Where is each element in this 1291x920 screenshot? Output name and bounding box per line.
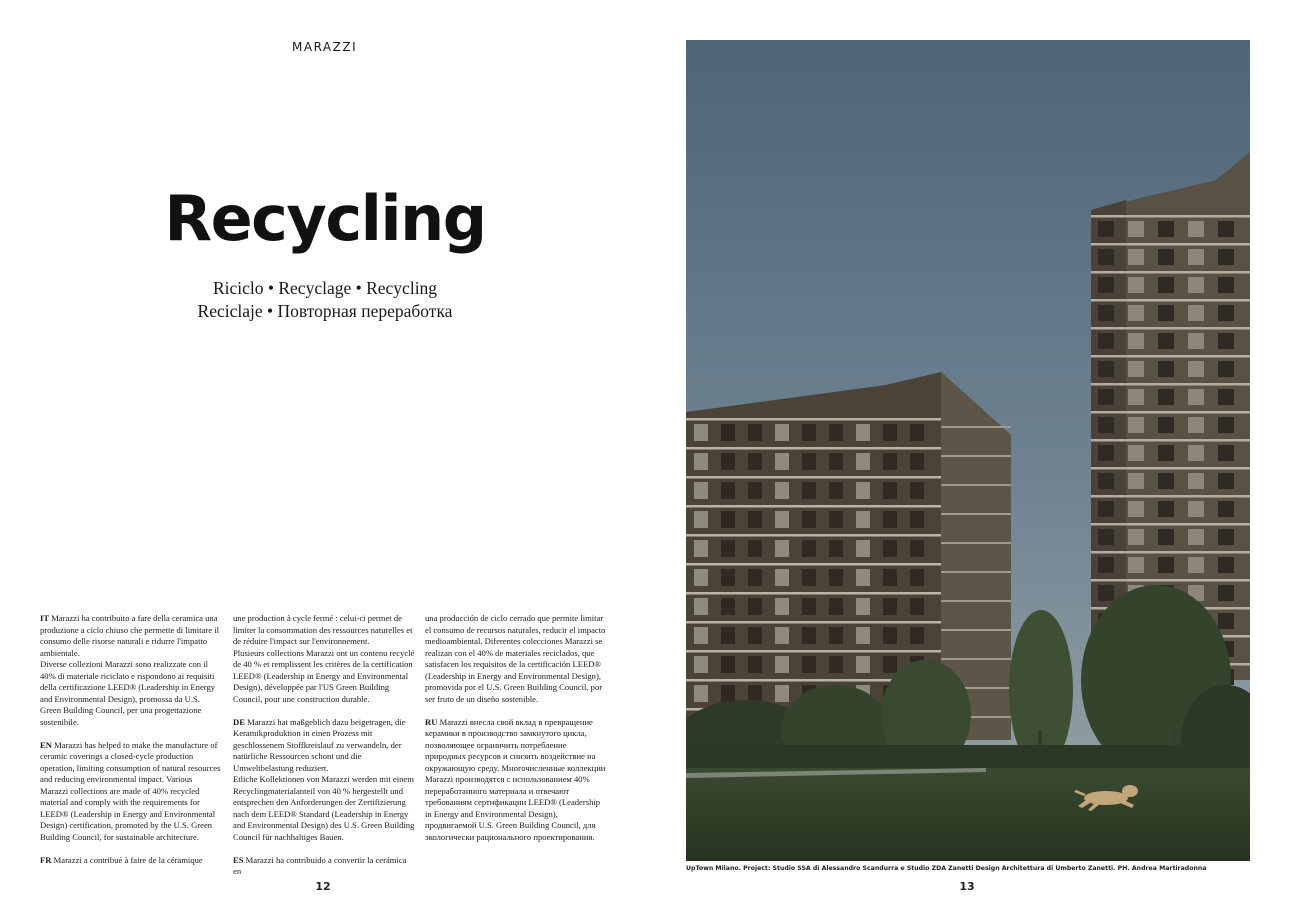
balcony-slab xyxy=(1091,243,1250,246)
window xyxy=(1158,333,1174,349)
window xyxy=(1098,501,1114,517)
window xyxy=(721,569,735,586)
balcony-slab xyxy=(1091,467,1250,470)
window xyxy=(1098,389,1114,405)
window xyxy=(883,540,897,557)
window xyxy=(1158,277,1174,293)
brand-wordmark: MARAZZI xyxy=(292,40,358,54)
window xyxy=(856,540,870,557)
text-ru: Marazzi внесла свой вклад в превращение керамики в производство замкнутого цикла, позволяющее ограничить потребление природных ресурсов и снизить воздействие на окружающую среду. Многочисленные коллекции Marazzi производятся с использованием 40% переработанного материала и отвечают требованиям сертификации LEED® (Leadership in Energy and Environmental Design), продвигаемой U.S. Green Building Council, для экологически рационального проектирования. xyxy=(425,716,606,842)
window xyxy=(721,453,735,470)
window xyxy=(1128,501,1144,517)
window xyxy=(1188,445,1204,461)
text-en: Marazzi has helped to make the manufacture of ceramic coverings a closed-cycle production operation, limiting consumption of natural resources and reducing environmental impact. Various Marazzi collections are made of 40% recycled material and comply with the requirements for LEED® (Leadership in Energy and Environmental Design) certification, promoted by the U.S. Green Building Council, for sustainable architecture. xyxy=(40,739,221,842)
window xyxy=(1098,417,1114,433)
window xyxy=(883,598,897,615)
window xyxy=(694,424,708,441)
window xyxy=(1218,249,1234,265)
window xyxy=(883,453,897,470)
window xyxy=(748,685,762,702)
window xyxy=(1158,473,1174,489)
window xyxy=(1188,221,1204,237)
window xyxy=(1098,333,1114,349)
window xyxy=(775,569,789,586)
paragraph-es-cont: una producción de ciclo cerrado que permite limitar el consumo de recursos naturales, reducir el impacto medioambiental. Diferentes colecciones Marazzi se realizan con el 40% de materiales reciclados, que satisfacen los requisitos de la certificación LEED® (Leadership in Energy and Environmental Design), promovida por el U.S. Green Building Council, por ser fruto de un diseño sostenible. xyxy=(425,613,606,704)
paragraph-de-2: Etliche Kollektionen von Marazzi werden mit einem Recyclingmaterialanteil von 40 % hergestellt und entsprechen den Anforderungen der Zertifizierung nach dem LEED® Standard (Leadership in Energy and Environmental Design) des U.S. Green Building Council für nachhaltiges Bauen. xyxy=(233,774,415,842)
window xyxy=(856,598,870,615)
window xyxy=(856,569,870,586)
balcony-slab xyxy=(1091,271,1250,274)
window xyxy=(802,598,816,615)
window xyxy=(1158,557,1174,573)
window xyxy=(775,511,789,528)
subtitle-line-2: Reciclaje • Повторная переработка xyxy=(197,301,453,321)
window xyxy=(775,482,789,499)
text-fr-start: Marazzi a contribué à faire de la céramique xyxy=(51,854,203,865)
window xyxy=(802,453,816,470)
text-es-start: Marazzi ha contribuido a convertir la cerámica en xyxy=(233,854,407,876)
window xyxy=(910,453,924,470)
balcony-slab xyxy=(686,592,941,595)
window xyxy=(1218,557,1234,573)
paragraph-fr xyxy=(40,855,222,867)
window xyxy=(775,598,789,615)
balcony-slab xyxy=(1091,579,1250,582)
window xyxy=(1218,333,1234,349)
page-number-right: 13 xyxy=(959,880,975,893)
text-column-2 xyxy=(233,613,415,889)
window xyxy=(694,627,708,644)
window xyxy=(748,424,762,441)
window xyxy=(1158,445,1174,461)
paragraph-it-2: Diverse collezioni Marazzi sono realizzate con il 40% di materiale riciclato e rispondono ai requisiti della certificazione LEED® (Leadership in Energy and Environmental Design), promossa da U.S. Green Building Council, per una progettazione sostenibile. xyxy=(40,659,216,727)
window xyxy=(829,569,843,586)
window xyxy=(1098,221,1114,237)
window xyxy=(748,569,762,586)
subtitle xyxy=(120,277,530,323)
window xyxy=(802,482,816,499)
window xyxy=(1218,361,1234,377)
window xyxy=(775,424,789,441)
window xyxy=(1098,445,1114,461)
window xyxy=(1218,585,1234,601)
window xyxy=(721,656,735,673)
window xyxy=(883,511,897,528)
window xyxy=(1188,473,1204,489)
balcony-slab xyxy=(1091,411,1250,414)
window xyxy=(910,598,924,615)
window xyxy=(829,598,843,615)
window xyxy=(856,627,870,644)
balcony-slab xyxy=(1091,215,1250,218)
window xyxy=(856,424,870,441)
window xyxy=(1128,277,1144,293)
text-it-1: Marazzi ha contribuito a fare della ceramica una produzione a ciclo chiuso che permette di limitare il consumo delle risorse naturali e ridurre l'impatto ambientale. xyxy=(40,613,219,658)
window xyxy=(1098,529,1114,545)
window xyxy=(910,424,924,441)
photo-caption: UpTown Milano. Project: Studio SSA di Alessandro Scandurra e Studio ZDA Zanetti Design Architettura di Umberto Zanetti. PH. Andrea Martiradonna xyxy=(686,865,1207,872)
balcony-slab xyxy=(1091,327,1250,330)
window xyxy=(829,453,843,470)
lang-label-it: IT xyxy=(40,613,50,623)
balcony-slab xyxy=(941,484,1011,486)
balcony-slab xyxy=(941,600,1011,602)
window xyxy=(775,656,789,673)
window xyxy=(1158,501,1174,517)
window xyxy=(1128,361,1144,377)
window xyxy=(1128,389,1144,405)
paragraph-it xyxy=(40,613,222,659)
building-photo xyxy=(686,40,1250,861)
window xyxy=(1188,529,1204,545)
window xyxy=(1188,249,1204,265)
window xyxy=(1128,333,1144,349)
window xyxy=(1098,249,1114,265)
paragraph-fr-cont-2: Plusieurs collections Marazzi ont un contenu recyclé de 40 % et remplissent les critères de la certification LEED® (Leadership in Energy and Environmental Design), développée par l'US Green Building Council, pour une construction durable. xyxy=(233,647,415,704)
window xyxy=(802,511,816,528)
text-column-3 xyxy=(425,613,607,855)
window xyxy=(1218,389,1234,405)
window xyxy=(802,540,816,557)
window xyxy=(1128,221,1144,237)
window xyxy=(1218,501,1234,517)
window xyxy=(1098,277,1114,293)
window xyxy=(1128,417,1144,433)
window xyxy=(1218,613,1234,629)
window xyxy=(829,511,843,528)
window xyxy=(721,540,735,557)
window xyxy=(1128,557,1144,573)
window xyxy=(1218,529,1234,545)
window xyxy=(1158,249,1174,265)
text-column-1 xyxy=(40,613,222,878)
balcony-slab xyxy=(686,534,941,537)
paragraph-en xyxy=(40,740,222,844)
balcony-slab xyxy=(1091,495,1250,498)
window xyxy=(1218,417,1234,433)
hedge xyxy=(686,745,1250,770)
balcony-slab xyxy=(1091,523,1250,526)
window xyxy=(1158,221,1174,237)
window xyxy=(802,627,816,644)
window xyxy=(910,511,924,528)
window xyxy=(1128,473,1144,489)
window xyxy=(1098,361,1114,377)
window xyxy=(721,685,735,702)
window xyxy=(721,627,735,644)
window xyxy=(721,598,735,615)
page-number-left: 12 xyxy=(315,880,331,893)
balcony-slab xyxy=(941,542,1011,544)
window xyxy=(694,569,708,586)
balcony-slab xyxy=(686,476,941,479)
window xyxy=(829,627,843,644)
window xyxy=(1098,305,1114,321)
window xyxy=(856,656,870,673)
window xyxy=(1188,417,1204,433)
balcony-slab xyxy=(941,629,1011,631)
window xyxy=(1158,361,1174,377)
page-title: Recycling xyxy=(164,182,486,255)
window xyxy=(1188,389,1204,405)
window xyxy=(1158,389,1174,405)
window xyxy=(910,482,924,499)
balcony-slab xyxy=(686,418,941,421)
balcony-slab xyxy=(1091,439,1250,442)
paragraph-es xyxy=(233,855,415,878)
balcony-slab xyxy=(686,563,941,566)
window xyxy=(883,627,897,644)
window xyxy=(775,627,789,644)
window xyxy=(1188,557,1204,573)
window xyxy=(748,540,762,557)
balcony-slab xyxy=(941,426,1011,428)
window xyxy=(1188,333,1204,349)
lawn xyxy=(686,768,1250,861)
window xyxy=(856,511,870,528)
window xyxy=(694,540,708,557)
window xyxy=(883,424,897,441)
window xyxy=(1158,529,1174,545)
window xyxy=(829,482,843,499)
balcony-slab xyxy=(1091,355,1250,358)
window xyxy=(1188,305,1204,321)
window xyxy=(910,569,924,586)
lang-label-en: EN xyxy=(40,739,52,750)
window xyxy=(721,482,735,499)
window xyxy=(1098,473,1114,489)
window xyxy=(1128,445,1144,461)
lang-label-fr: FR xyxy=(40,854,52,865)
window xyxy=(1158,305,1174,321)
window xyxy=(856,482,870,499)
balcony-slab xyxy=(686,650,941,653)
window xyxy=(775,540,789,557)
window xyxy=(748,656,762,673)
window xyxy=(856,453,870,470)
balcony-slab xyxy=(941,455,1011,457)
window xyxy=(1218,305,1234,321)
window xyxy=(1188,501,1204,517)
window xyxy=(910,540,924,557)
window xyxy=(883,656,897,673)
paragraph-fr-cont: une production à cycle fermé : celui-ci permet de limiter la consommation des ressources naturelles et de réduire l'impact sur l'environnement. xyxy=(233,613,413,646)
window xyxy=(694,511,708,528)
window xyxy=(721,424,735,441)
paragraph-ru xyxy=(425,717,607,844)
window xyxy=(1218,277,1234,293)
window xyxy=(1128,249,1144,265)
window xyxy=(829,540,843,557)
window xyxy=(694,656,708,673)
balcony-slab xyxy=(941,513,1011,515)
lang-label-es: ES xyxy=(233,854,244,865)
balcony-slab xyxy=(686,447,941,450)
photo-illustration xyxy=(686,40,1250,861)
window xyxy=(1098,557,1114,573)
balcony-slab xyxy=(686,621,941,624)
window xyxy=(775,685,789,702)
balcony-slab xyxy=(941,658,1011,660)
window xyxy=(748,453,762,470)
window xyxy=(802,656,816,673)
window xyxy=(829,656,843,673)
window xyxy=(1218,221,1234,237)
window xyxy=(802,569,816,586)
window xyxy=(1128,529,1144,545)
window xyxy=(775,453,789,470)
window xyxy=(748,482,762,499)
window xyxy=(1188,361,1204,377)
window xyxy=(829,424,843,441)
balcony-slab xyxy=(1091,299,1250,302)
window xyxy=(1218,445,1234,461)
balcony-slab xyxy=(1091,551,1250,554)
window xyxy=(694,598,708,615)
window xyxy=(883,569,897,586)
lang-label-de: DE xyxy=(233,716,245,727)
balcony-slab xyxy=(941,571,1011,573)
window xyxy=(802,424,816,441)
balcony-slab xyxy=(686,505,941,508)
subtitle-line-1: Riciclo • Recyclage • Recycling xyxy=(212,278,438,298)
window xyxy=(721,511,735,528)
window xyxy=(694,482,708,499)
window xyxy=(748,511,762,528)
window xyxy=(1098,585,1114,601)
window xyxy=(1158,417,1174,433)
window xyxy=(1128,305,1144,321)
window xyxy=(1188,277,1204,293)
lang-label-ru: RU xyxy=(425,716,438,727)
window xyxy=(910,627,924,644)
window xyxy=(748,598,762,615)
paragraph-de xyxy=(233,717,415,775)
balcony-slab xyxy=(1091,383,1250,386)
text-de-1: Marazzi hat maßgeblich dazu beigetragen, die Keramikproduktion in einen Prozess mit geschlossenem Stoffkreislauf zu verwandeln, der natürliche Ressourcen schont und die Umweltbelastung reduziert. xyxy=(233,716,406,773)
window xyxy=(694,453,708,470)
window xyxy=(1218,473,1234,489)
window xyxy=(883,482,897,499)
window xyxy=(694,685,708,702)
window xyxy=(748,627,762,644)
